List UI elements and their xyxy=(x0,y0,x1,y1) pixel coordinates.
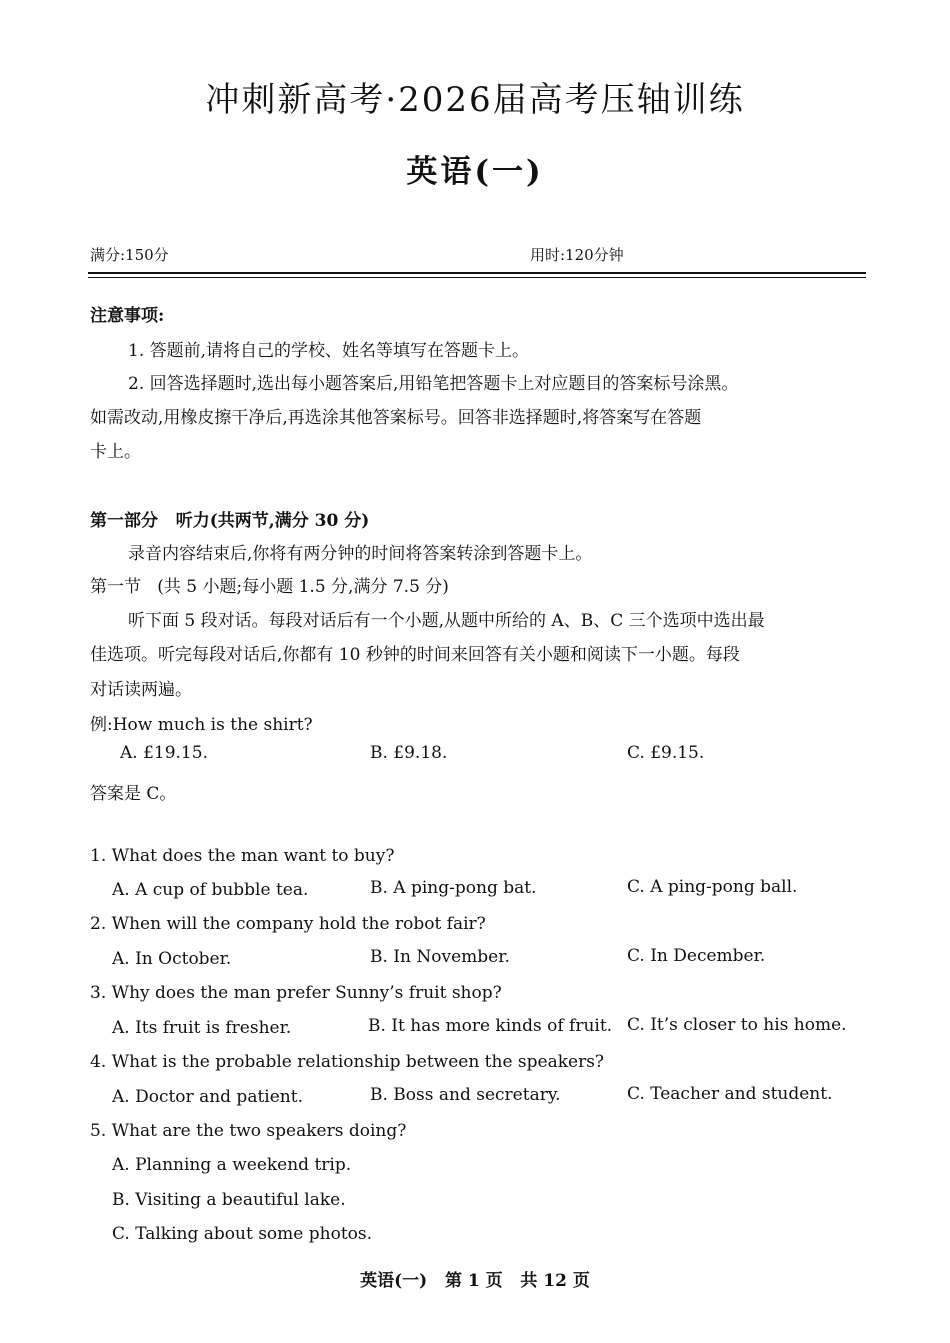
question-4: 4. What is the probable relationship between the speakers? xyxy=(90,1052,605,1072)
q3-option-a: A. Its fruit is fresher. xyxy=(112,1018,292,1038)
q2-option-b: B. In November. xyxy=(370,947,510,967)
q1-option-a: A. A cup of bubble tea. xyxy=(112,880,309,900)
q1-option-b: B. A ping-pong bat. xyxy=(370,878,537,898)
example-answer: 答案是 C。 xyxy=(90,784,177,804)
question-5: 5. What are the two speakers doing? xyxy=(90,1121,407,1141)
q5-option-b: B. Visiting a beautiful lake. xyxy=(112,1190,346,1210)
q4-option-c: C. Teacher and student. xyxy=(627,1084,833,1104)
q5-option-c: C. Talking about some photos. xyxy=(112,1224,373,1244)
page-footer: 英语(一) 第 1 页 共 12 页 xyxy=(360,1271,590,1291)
example-option-b: B. £9.18. xyxy=(370,743,448,763)
question-1: 1. What does the man want to buy? xyxy=(90,846,395,866)
part1-heading: 第一部分 听力(共两节,满分 30 分) xyxy=(90,511,370,531)
example-option-a: A. £19.15. xyxy=(120,743,208,763)
q4-option-a: A. Doctor and patient. xyxy=(112,1087,303,1107)
notes-item-2-line-3: 卡上。 xyxy=(90,442,141,462)
page-title: 冲刺新高考·2026届高考压轴训练 xyxy=(205,80,745,120)
instructions-line-1: 听下面 5 段对话。每段对话后有一个小题,从题中所给的 A、B、C 三个选项中选出最 xyxy=(128,611,765,631)
notes-item-2-line-1: 2. 回答选择题时,选出每小题答案后,用铅笔把答题卡上对应题目的答案标号涂黑。 xyxy=(128,374,739,394)
notes-item-1: 1. 答题前,请将自己的学校、姓名等填写在答题卡上。 xyxy=(128,341,530,361)
part1-intro: 录音内容结束后,你将有两分钟的时间将答案转涂到答题卡上。 xyxy=(128,544,593,564)
q2-option-a: A. In October. xyxy=(112,949,232,969)
q3-option-b: B. It has more kinds of fruit. xyxy=(368,1016,613,1036)
q3-option-c: C. It’s closer to his home. xyxy=(627,1015,847,1035)
full-score: 满分:150分 xyxy=(90,246,169,264)
q1-option-c: C. A ping-pong ball. xyxy=(627,877,798,897)
q5-option-a: A. Planning a weekend trip. xyxy=(112,1155,352,1175)
instructions-line-3: 对话读两遍。 xyxy=(90,680,192,700)
notes-heading: 注意事项: xyxy=(90,306,165,326)
question-2: 2. When will the company hold the robot fair? xyxy=(90,914,486,934)
paper-subtitle: 英语(一) xyxy=(406,154,544,190)
header-rule-thin xyxy=(88,277,866,278)
time-limit: 用时:120分钟 xyxy=(530,246,624,264)
header-rule xyxy=(88,272,866,274)
q4-option-b: B. Boss and secretary. xyxy=(370,1085,561,1105)
notes-item-2-line-2: 如需改动,用橡皮擦干净后,再选涂其他答案标号。回答非选择题时,将答案写在答题 xyxy=(90,408,702,428)
question-3: 3. Why does the man prefer Sunny’s fruit shop? xyxy=(90,983,502,1003)
q2-option-c: C. In December. xyxy=(627,946,766,966)
instructions-line-2: 佳选项。听完每段对话后,你都有 10 秒钟的时间来回答有关小题和阅读下一小题。每段 xyxy=(90,645,740,665)
section1-heading: 第一节 (共 5 小题;每小题 1.5 分,满分 7.5 分) xyxy=(90,577,449,597)
example-question: 例:How much is the shirt? xyxy=(90,715,313,735)
example-option-c: C. £9.15. xyxy=(627,743,705,763)
